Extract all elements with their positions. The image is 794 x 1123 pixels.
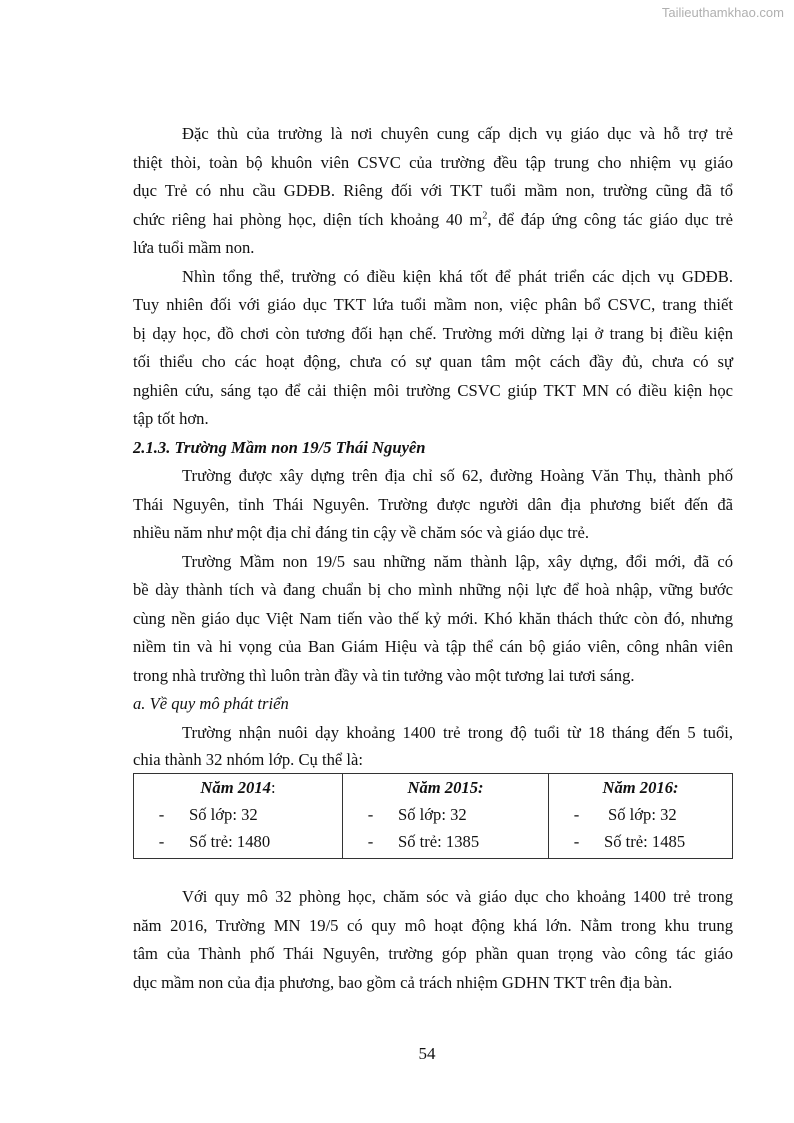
paragraph-2 xyxy=(133,263,733,434)
text-line: dục mầm non của địa phương, bao gồm cả trách nhiệm GDHN TKT trên địa bàn. xyxy=(133,973,673,993)
text-line: tối thiểu cho các hoạt động, chưa có sự quan tâm một cách đầy đủ, chưa có sự xyxy=(133,352,733,371)
classes-item: - Số lớp: 32 xyxy=(158,805,258,824)
paragraph-1 xyxy=(133,120,733,263)
superscript: 2 xyxy=(482,209,488,221)
table-row xyxy=(134,774,733,859)
text-line: Trường được xây dựng trên địa chỉ số 62, đường Hoàng Văn Thụ, thành phố xyxy=(182,466,733,485)
text-line: cùng nền giáo dục Việt Nam tiến vào thế kỷ mới. Khó khăn thách thức còn đó, nhưng xyxy=(133,608,733,628)
year-label: Năm 2014: xyxy=(200,778,276,797)
text-span: , để đáp ứng công tác giáo dục trẻ xyxy=(487,209,734,229)
text-line xyxy=(133,206,733,235)
text-line: Trường nhận nuôi dạy khoảng 1400 trẻ trong độ tuổi từ 18 tháng đến 5 tuổi, xyxy=(182,722,733,742)
paragraph-6 xyxy=(133,883,733,998)
text-line: nhiều năm như một địa chỉ đáng tin cậy về chăm sóc và giáo dục trẻ. xyxy=(133,523,589,542)
text-line: bị dạy học, đồ chơi còn tương đối hạn chế. Trường mới dừng lại ở trang bị điều kiện xyxy=(133,323,733,343)
text-line: tập tốt hơn. xyxy=(133,409,209,428)
year-label: Năm 2015: xyxy=(407,778,484,797)
watermark: Tailieuthamkhao.com xyxy=(661,5,784,20)
text-line: Đặc thù của trường là nơi chuyên cung cấp dịch vụ giáo dục và hỗ trợ trẻ xyxy=(182,124,733,143)
text-line: Trường Mầm non 19/5 sau những năm thành lập, xây dựng, đổi mới, đã có xyxy=(182,551,733,571)
text-line: năm 2016, Trường MN 19/5 có quy mô hoạt động khá lớn. Nằm trong khu trung xyxy=(133,915,733,935)
enrollment-table xyxy=(133,773,733,859)
text-line: bề dày thành tích và đang chuẩn bị cho mình những nội lực để hoà nhập, vững bước xyxy=(133,580,733,599)
paragraph-4 xyxy=(133,548,733,691)
subheading: a. Về quy mô phát triển xyxy=(133,694,289,713)
text-span: chức riêng hai phòng học, diện tích khoảng 40 m xyxy=(133,209,483,229)
section-heading: 2.1.3. Trường Mầm non 19/5 Thái Nguyên xyxy=(133,437,426,457)
page-number: 54 xyxy=(418,1044,436,1063)
text-line: trong nhà trường thì luôn tràn đầy và tin tưởng vào một tương lai tươi sáng. xyxy=(133,665,635,685)
text-line: tâm của Thành phố Thái Nguyên, trường góp phần quan trọng vào công tác giáo xyxy=(133,944,733,964)
children-item: - Số trẻ: 1385 xyxy=(367,832,480,851)
text-line: dục Trẻ có nhu cầu GDĐB. Riêng đối với TKT tuổi mầm non, trường cũng đã tổ xyxy=(133,181,733,200)
body-text xyxy=(133,120,733,774)
year-label: Năm 2016: xyxy=(602,778,679,797)
paragraph-3 xyxy=(133,462,733,548)
table-cell-2014 xyxy=(134,774,343,859)
text-line: thiệt thòi, toàn bộ khuôn viên CSVC của trường đều tập trung cho nhiệm vụ giáo xyxy=(133,152,733,172)
paragraph-5 xyxy=(133,719,733,774)
classes-item: - Số lớp: 32 xyxy=(573,805,677,824)
classes-item: - Số lớp: 32 xyxy=(367,805,467,824)
text-line: Tuy nhiên đối với giáo dục TKT lứa tuổi mầm non, việc phân bổ CSVC, trang thiết xyxy=(133,295,733,314)
table-cell-2015 xyxy=(343,774,549,859)
text-line: niềm tin và hi vọng của Ban Giám Hiệu và tập thể cán bộ giáo viên, công nhân viên xyxy=(133,637,733,656)
text-line: chia thành 32 nhóm lớp. Cụ thể là: xyxy=(133,750,363,769)
text-line: Thái Nguyên, tỉnh Thái Nguyên. Trường được người dân địa phương biết đến đã xyxy=(133,494,733,514)
table-cell-2016 xyxy=(549,774,733,859)
text-line: nghiên cứu, sáng tạo để cải thiện môi trường CSVC giúp TKT MN có điều kiện học xyxy=(133,380,733,400)
children-item: - Số trẻ: 1485 xyxy=(573,832,686,851)
children-item: - Số trẻ: 1480 xyxy=(158,832,271,851)
text-line: lứa tuổi mầm non. xyxy=(133,238,255,257)
text-line: Với quy mô 32 phòng học, chăm sóc và giáo dục cho khoảng 1400 trẻ trong xyxy=(182,887,733,906)
text-line: Nhìn tổng thể, trường có điều kiện khá tốt để phát triển các dịch vụ GDĐB. xyxy=(182,266,733,286)
